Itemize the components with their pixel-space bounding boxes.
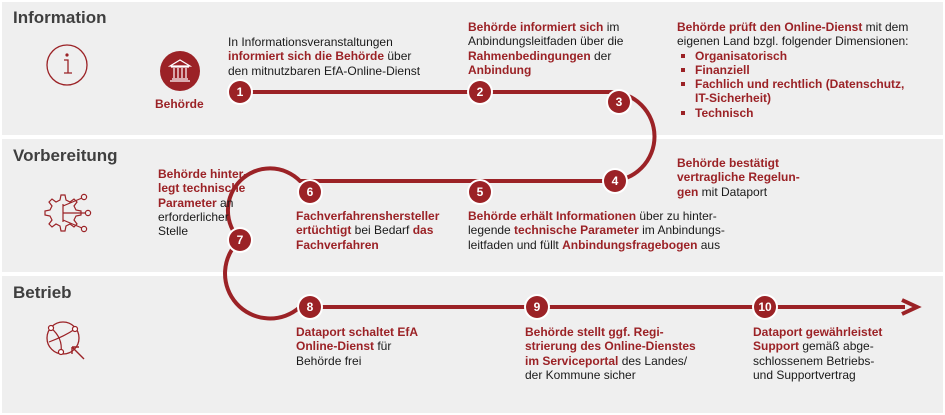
step-8-marker: 8 [299, 296, 321, 318]
step-6-text: Fachverfahrenshersteller ertüchtigt bei Bedarf das Fachverfahren [296, 209, 440, 252]
dimension-item: Technisch [677, 106, 939, 120]
dimension-item: Organisatorisch [677, 49, 939, 63]
step-4-text: Behörde bestätigt vertragliche Regelun- gen mit Dataport [677, 156, 800, 199]
step-10-text: Dataport gewährleistet Support gemäß abge- schlossenem Betriebs- und Supportvertrag [753, 325, 883, 382]
step-6-marker: 6 [299, 181, 321, 203]
step-8-text: Dataport schaltet EfA Online-Dienst für Behörde frei [296, 325, 419, 368]
dimension-item: Fachlich und rechtlich (Datenschutz, IT-Sicherheit) [677, 77, 939, 106]
step-9-marker: 9 [526, 296, 548, 318]
actor-label: Behörde [155, 97, 204, 111]
step-2-text: Behörde informiert sich im Anbindungsleitfaden über die Rahmenbedingungen der Anbindung [468, 20, 624, 77]
step-3-marker: 3 [608, 91, 630, 113]
phase-title-vorbereitung: Vorbereitung [13, 146, 118, 165]
step-7-marker: 7 [229, 229, 251, 251]
step-9-text: Behörde stellt ggf. Regi- strierung des Online-Dienstes im Serviceportal des Landes/ der Kommune sicher [525, 325, 696, 382]
phase-title-betrieb: Betrieb [13, 283, 72, 302]
step-1-marker: 1 [229, 81, 251, 103]
step-10-marker: 10 [754, 296, 776, 318]
dimension-list [677, 49, 939, 120]
step-5-marker: 5 [469, 181, 491, 203]
step-4-marker: 4 [604, 170, 626, 192]
step-2-marker: 2 [469, 81, 491, 103]
step-1-text: In Informationsveranstaltungen informiert sich die Behörde über den mitnutzbaren EfA-Online-Dienst [228, 35, 421, 78]
step-3-text: Behörde prüft den Online-Dienst mit dem eigenen Land bzgl. folgender Dimensionen: Organisatorisch Finanziell Fachlich und rechtlich (Datenschutz, IT-Sicherheit) Technisch [677, 20, 939, 120]
phase-title-information: Information [13, 8, 107, 27]
dimension-item: Finanziell [677, 63, 939, 77]
step-5-text: Behörde erhält Informationen über zu hinter- legende technische Parameter im Anbindungs- leitfaden und füllt Anbindungsfragebogen aus [468, 209, 725, 252]
step-7-text: Behörde hinter- legt technische Parameter an erforderlicher Stelle [158, 167, 248, 239]
